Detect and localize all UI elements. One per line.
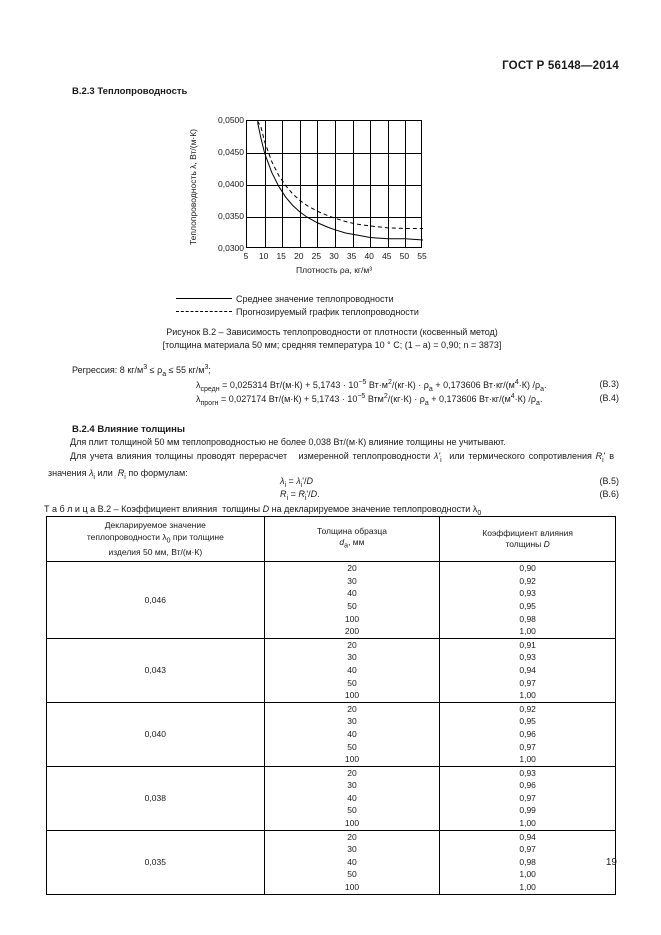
- chart-gridline-v: [335, 121, 336, 247]
- figure-chart: [186, 112, 436, 275]
- chart-gridline-v: [388, 121, 389, 247]
- legend-item: [176, 292, 506, 305]
- chart-gridline-v: [405, 121, 406, 247]
- cell-thickness-values: 20 30 40 50 100: [264, 638, 440, 702]
- cell-coefficient-values: 0,90 0,92 0,93 0,95 0,98 1,00: [440, 562, 616, 639]
- table-row: [47, 562, 616, 639]
- formula-b3: $\lambda_{средн} = 0,025314$ $Вт/(м\cdot К) + 5,1743 \cdot 10^{-5}$ $Вт\cdot м^2/(кг\cdot К) \cdot \rho_a + 0,173606$ $Вт\cdot кг/(м^4\cdot К)$ $/\rho_a$.: [196, 379, 547, 393]
- chart-y-tick-label: 0,0400: [218, 179, 244, 189]
- cell-declared-value: 0,040: [47, 702, 265, 766]
- chart-x-tick-label: 40: [364, 251, 374, 261]
- chart-x-tick-label: 50: [399, 251, 410, 261]
- cell-thickness-values: 20 30 40 50 100: [264, 830, 440, 894]
- cell-coefficient-values: 0,91 0,93 0,94 0,97 1,00: [440, 638, 616, 702]
- table-header-row: [47, 517, 616, 562]
- chart-x-tick-label: 15: [276, 251, 286, 261]
- chart-gridline-v: [370, 121, 371, 247]
- chart-gridline-v: [300, 121, 301, 247]
- chart-gridline-h: [247, 217, 421, 218]
- chart-legend: [176, 292, 506, 318]
- chart-gridline-v: [282, 121, 283, 247]
- cell-thickness-values: 20 30 40 50 100: [264, 702, 440, 766]
- legend-line-solid: [176, 298, 232, 299]
- chart-x-tick-label: 45: [382, 251, 392, 261]
- chart-x-axis-label: [246, 265, 422, 275]
- cell-declared-value: 0,038: [47, 766, 265, 830]
- legend-line-dashed: [176, 311, 232, 312]
- chart-y-tick-label: 0,0300: [218, 243, 244, 253]
- chart-y-tick-label: 0,0350: [218, 211, 244, 221]
- chart-plot-area: [246, 120, 422, 248]
- chart-y-ticks: [200, 112, 246, 254]
- chart-x-tick-label: 10: [258, 251, 269, 261]
- cell-coefficient-values: 0,92 0,95 0,96 0,97 1,00: [440, 702, 616, 766]
- cell-declared-value: 0,035: [47, 830, 265, 894]
- formula-number-b4: (В.4): [599, 393, 619, 403]
- formula-number-b5: (В.5): [599, 476, 619, 486]
- formula-number-b3: (В.3): [599, 379, 619, 389]
- chart-x-tick-label: 25: [311, 251, 322, 261]
- paragraph-thickness-2: Для учета влияния толщины проводят перерасчет измеренной теплопроводности $\lambda'_i$ или термического сопротивления $R_i'$ в значения $\lambda_i$ или $R_i$ по формулам:: [48, 451, 614, 482]
- chart-x-tick-label: 20: [294, 251, 304, 261]
- table-header-declared: Декларируемое значение теплопроводности $\lambda_0$ при толщине изделия 50 мм, Вт/(м·К): [47, 517, 265, 562]
- cell-coefficient-values: 0,93 0,96 0,97 0,99 1,00: [440, 766, 616, 830]
- section-heading-b24: В.2.4 Влияние толщины: [72, 424, 185, 435]
- table-row: [47, 766, 616, 830]
- standard-header: ГОСТ Р 56148—2014: [502, 60, 619, 72]
- figure-caption-line1: Рисунок В.2 – Зависимость теплопроводности от плотности (косвенный метод): [166, 327, 498, 337]
- table-row: [47, 638, 616, 702]
- formula-b5: $\lambda_i = \lambda_i'/D$: [280, 476, 313, 489]
- page-number: 19: [605, 857, 617, 868]
- chart-gridline-v: [265, 121, 266, 247]
- table-header-coefficient: Коэффициент влияния толщины D: [440, 517, 616, 562]
- formula-number-b6: (В.6): [599, 489, 619, 499]
- chart-x-ticks: [243, 251, 427, 265]
- chart-y-tick-label: 0,0450: [218, 147, 244, 157]
- chart-gridline-h: [247, 153, 421, 154]
- section-heading-b23: В.2.3 Теплопроводность: [72, 86, 188, 97]
- cell-thickness-values: 20 30 40 50 100: [264, 766, 440, 830]
- formula-b4: $\lambda_{прогн} = 0,027174$ $Вт/(м\cdot К) + 5,1743 \cdot 10^{-5}$ $Втм^2/(кг\cdot К) \cdot \rho_a + 0,173606$ $Вт\cdot кг/(м^4\cdot К)$ $/\rho_a$.: [196, 393, 543, 407]
- regression-intro: Регрессия: 8 $кг/м^3 \le \rho_a \le 55$ $кг/м^3$;: [72, 364, 211, 378]
- formula-b6: $R_i = R_i'/D$.: [280, 489, 320, 502]
- chart-x-axis-label-text: Плотность ρa, кг/м³: [295, 265, 373, 275]
- table-row: [47, 702, 616, 766]
- coefficient-table: [46, 516, 616, 895]
- paragraph-thickness-1: Для плит толщиной 50 мм теплопроводностью не более 0,038 Вт/(м·К) влияние толщины не учитывают.: [70, 437, 506, 447]
- cell-declared-value: 0,043: [47, 638, 265, 702]
- figure-caption: [62, 326, 602, 352]
- chart-y-axis-label: Теплопроводность λ, Вт/(м·К): [188, 128, 198, 246]
- chart-gridline-v: [317, 121, 318, 247]
- table-title: Т а б л и ц а В.2 – Коэффициент влияния толщины D на декларируемое значение теплопроводности $\lambda_0$: [44, 504, 482, 517]
- chart-gridline-v: [353, 121, 354, 247]
- chart-x-tick-label: 30: [329, 251, 339, 261]
- legend-item: [176, 305, 506, 318]
- legend-label: Прогнозируемый график теплопроводности: [236, 306, 419, 317]
- chart-x-tick-label: 5: [243, 251, 249, 261]
- cell-declared-value: 0,046: [47, 562, 265, 639]
- cell-thickness-values: 20 30 40 50 100 200: [264, 562, 440, 639]
- cell-coefficient-values: 0,94 0,97 0,98 1,00 1,00: [440, 830, 616, 894]
- chart-x-tick-label: 55: [417, 251, 427, 261]
- chart-gridline-h: [247, 185, 421, 186]
- chart-y-tick-label: 0,0500: [218, 115, 244, 125]
- figure-caption-line2: [толщина материала 50 мм; средняя температура 10 ° C; (1 – a) = 0,90; n = 3873]: [162, 340, 502, 350]
- table-header-thickness: Толщина образца $d_a$, мм: [264, 517, 440, 562]
- table-row: [47, 830, 616, 894]
- chart-x-tick-label: 35: [346, 251, 357, 261]
- legend-label: Среднее значение теплопроводности: [236, 293, 394, 304]
